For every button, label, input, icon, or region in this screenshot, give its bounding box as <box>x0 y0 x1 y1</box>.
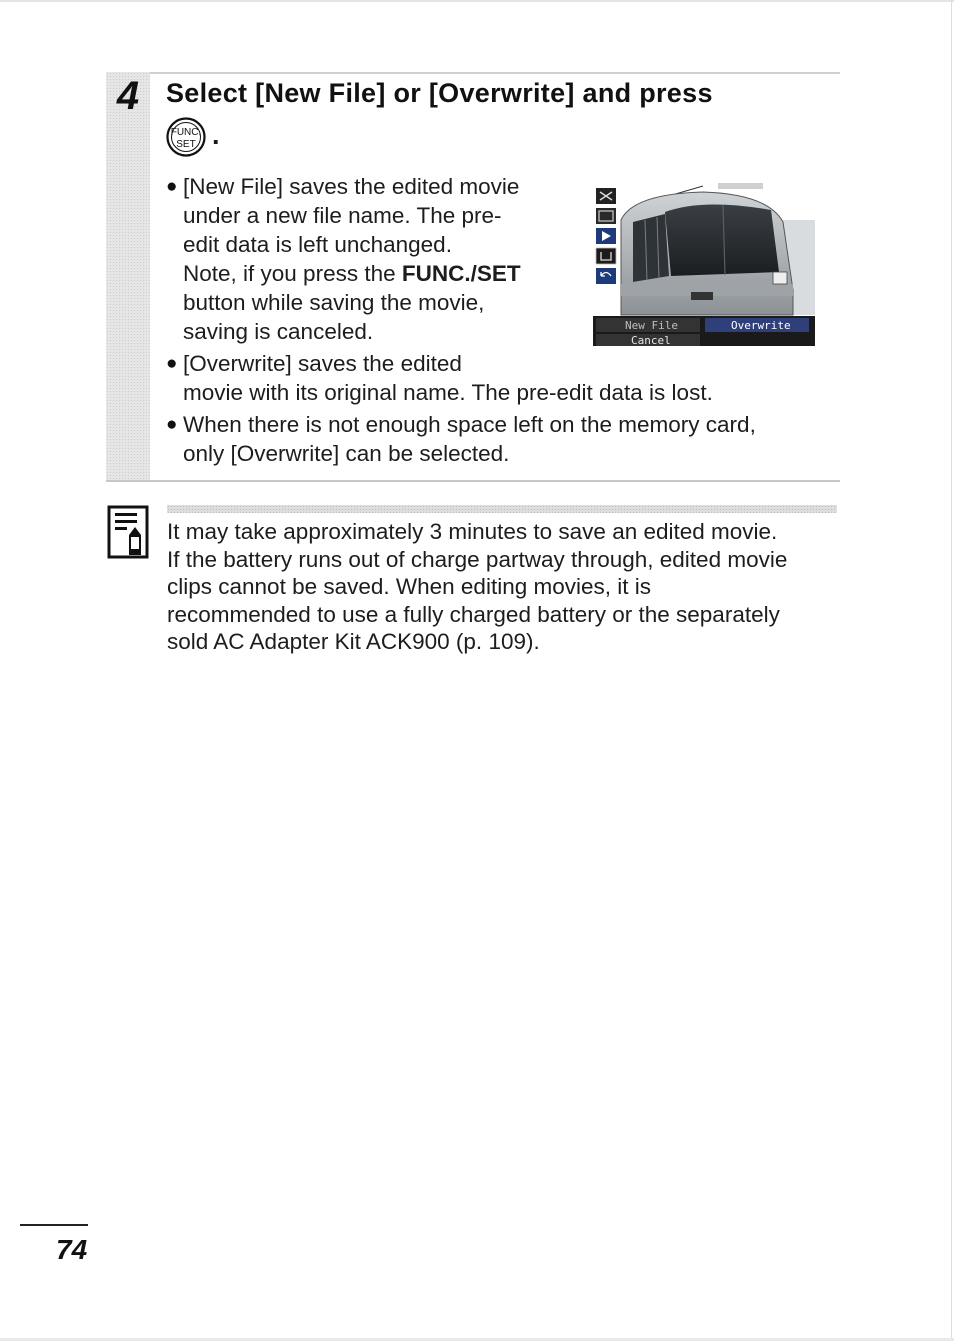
menu-option-new-file: New File <box>625 319 678 332</box>
func-set-term: FUNC./SET <box>401 261 521 286</box>
bullet-text <box>183 259 521 288</box>
note-text: recommended to use a fully charged battery or the separately <box>167 602 780 627</box>
bullet-dot: ● <box>166 353 178 374</box>
menu-option-overwrite: Overwrite <box>731 319 791 332</box>
note-text: If the battery runs out of charge partway through, edited movie <box>167 547 788 572</box>
step-number: 4 <box>116 74 140 118</box>
divider <box>150 72 840 74</box>
memo-icon <box>107 505 149 561</box>
camera-lcd-screenshot <box>593 180 815 346</box>
step-section <box>106 72 840 482</box>
func-set-button-icon <box>166 117 206 157</box>
bullet-text: button while saving the movie, <box>183 290 485 315</box>
note-text: It may take approximately 3 minutes to save an edited movie. <box>167 519 778 544</box>
page-number-rule <box>20 1224 88 1226</box>
func-set-label-bottom: SET <box>176 139 196 150</box>
bullet-dot: ● <box>166 176 178 197</box>
page-number: 74 <box>56 1234 88 1265</box>
divider <box>106 480 840 482</box>
func-set-label-top: FUNC. <box>170 127 202 138</box>
title-period: . <box>212 120 220 150</box>
bullet-dot: ● <box>166 414 178 435</box>
bullet-text-prefix: Note, if you press the <box>183 261 402 286</box>
lcd-side-icons <box>596 188 616 284</box>
bullet-text: [New File] saves the edited movie <box>183 174 520 199</box>
step-title: Select [New File] or [Overwrite] and press <box>166 78 713 108</box>
page-edge <box>951 0 952 1341</box>
bullet-text: [Overwrite] saves the edited <box>183 351 462 376</box>
bullet-text: edit data is left unchanged. <box>183 232 452 257</box>
note-text: sold AC Adapter Kit ACK900 (p. 109). <box>167 629 540 654</box>
step-gutter <box>106 72 150 482</box>
note-header-bar <box>167 505 837 513</box>
note-text: clips cannot be saved. When editing movies, it is <box>167 574 651 599</box>
menu-option-cancel: Cancel <box>631 334 671 346</box>
bullet-text: saving is canceled. <box>183 319 374 344</box>
bullet-text: only [Overwrite] can be selected. <box>183 441 510 466</box>
page-edge <box>0 0 954 2</box>
bullet-text: movie with its original name. The pre-edit data is lost. <box>183 380 713 405</box>
bullet-text: under a new file name. The pre- <box>183 203 502 228</box>
bullet-text: When there is not enough space left on the memory card, <box>183 412 756 437</box>
